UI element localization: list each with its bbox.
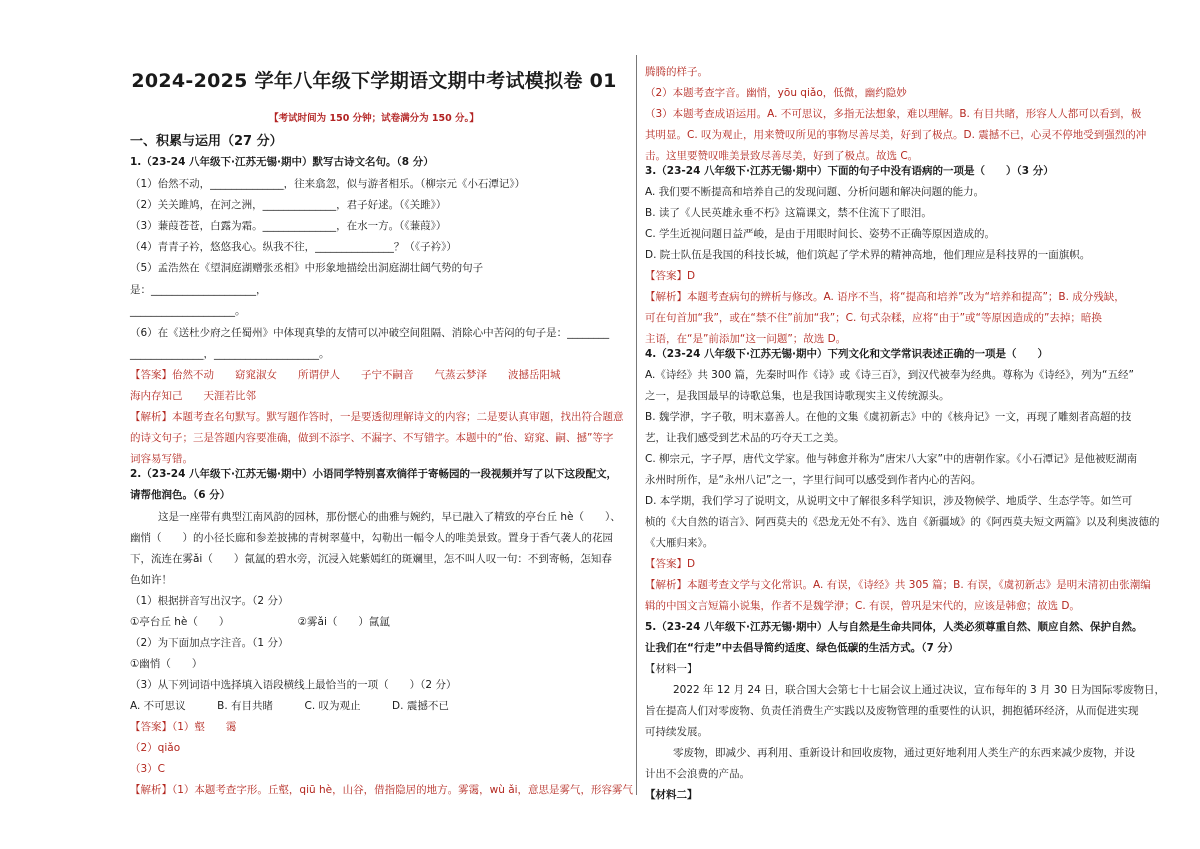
right-text-line: B. 魏学洢，字子敬，明末嘉善人。在他的文集《虞初新志》中的《核舟记》一文，再现了雕刻者高超的技	[645, 411, 1132, 423]
right-text-line: 4.（23-24 八年级下·江苏无锡·期中）下列文化和文学常识表述正确的一项是（ ）	[645, 348, 1049, 360]
left-text-line: 【答案】佁然不动 窈窕淑女 所谓伊人 子宁不嗣音 气蒸云梦泽 波撼岳阳城	[130, 369, 561, 381]
right-text-line: 【答案】D	[645, 270, 696, 282]
right-text-line: 可持续发展。	[645, 726, 708, 738]
right-text-line: 【材料一】	[645, 663, 698, 675]
left-text-line: 是：____________________，	[130, 284, 267, 296]
section-heading: 一、积累与运用（27 分）	[130, 134, 283, 149]
right-text-line: 3.（23-24 八年级下·江苏无锡·期中）下面的句子中没有语病的一项是（ ）（3 分）	[645, 165, 1054, 177]
left-text-line: 【解析】（1）本题考查字形。丘壑，qiū hè，山谷，借指隐居的地方。雾霭，wù ǎi，意思是雾气，形容雾气	[130, 784, 634, 796]
right-text-line: （3）本题考查成语运用。A. 不可思议，多指无法想象，难以理解。B. 有目共睹，形容人人都可以看到，极	[645, 108, 1142, 120]
left-text-line: 【答案】（1）壑 霭	[130, 721, 237, 733]
left-text-line: ____________________。	[130, 305, 246, 317]
right-text-line: A. 我们要不断提高和培养自己的发现问题、分析问题和解决问题的能力。	[645, 186, 985, 198]
right-text-line: 【答案】D	[645, 558, 696, 570]
left-text-line: （2）关关雎鸠，在河之洲，______________，君子好逑。（《关雎》）	[130, 199, 447, 211]
right-text-line: 计出不会浪费的产品。	[645, 768, 750, 780]
left-text-line: 这是一座带有典型江南风韵的园林，那份惬心的曲雅与婉约，早已融入了精致的亭台丘 hè（ ）、	[158, 511, 621, 523]
left-text-line: （5）孟浩然在《望洞庭湖赠张丞相》中形象地描绘出洞庭湖壮阔气势的句子	[130, 262, 484, 274]
right-text-line: 【解析】本题考查文学与文化常识。A. 有误，《诗经》共 305 篇；B. 有误，《虞初新志》是明末清初由张潮编	[645, 579, 1151, 591]
right-text-line: 5.（23-24 八年级下·江苏无锡·期中）人与自然是生命共同体，人类必须尊重自然、顺应自然、保护自然。	[645, 621, 1143, 633]
left-text-line: （3）蒹葭苍苍，白露为霜。______________，在水一方。（《蒹葭》）	[130, 220, 447, 232]
left-text-line: 1.（23-24 八年级下·江苏无锡·期中）默写古诗文名句。（8 分）	[130, 156, 434, 168]
right-text-line: 零废物，即减少、再利用、重新设计和回收废物，通过更好地利用人类生产的东西来减少废物，并设	[673, 747, 1135, 759]
right-text-line: 腾腾的样子。	[645, 66, 708, 78]
left-text-line: 的诗文句子；三是答题内容要准确，做到不添字、不漏字、不写错字。本题中的“佁、窈窕、嗣、撼”等字	[130, 432, 614, 444]
page-title: 2024-2025 学年八年级下学期语文期中考试模拟卷 01	[131, 70, 617, 92]
right-text-line: C. 柳宗元，字子厚，唐代文学家。他与韩愈并称为“唐宋八大家”中的唐朝作家。《小石潭记》是他被贬湖南	[645, 453, 1138, 465]
right-text-line: 桢的《大自然的语言》、阿西莫夫的《恐龙无处不有》、选自《新疆域》的《阿西莫夫短文两篇》以及利奥波德的	[645, 516, 1160, 528]
left-text-line: 色如许！	[130, 574, 172, 586]
right-text-line: 2022 年 12 月 24 日，联合国大会第七十七届会议上通过决议，宣布每年的 3 月 30 日为国际零废物日，	[673, 684, 1166, 696]
left-text-line: （2）为下面加点字注音。（1 分）	[130, 637, 289, 649]
left-text-line: 【解析】本题考查名句默写。默写题作答时，一是要透彻理解诗文的内容；二是要认真审题，找出符合题意	[130, 411, 624, 423]
right-text-line: D. 本学期，我们学习了说明文，从说明文中了解很多科学知识，涉及物候学、地质学、生态学等。如竺可	[645, 495, 1133, 507]
left-text-line: （4）青青子衿，悠悠我心。纵我不往，_______________？（《子衿》）	[130, 241, 457, 253]
right-text-line: 《大雁归来》。	[645, 537, 714, 549]
right-text-line: 之一，是我国最早的诗歌总集，也是我国诗歌现实主义传统源头。	[645, 390, 950, 402]
left-text-line: 下，流连在雾ǎi（ ）氤氲的碧水旁，沉浸入姹紫嫣红的斑斓里，怎不叫人叹一句：不到寄畅，怎知春	[130, 553, 612, 565]
right-text-line: 【材料二】	[645, 789, 698, 801]
column-divider	[636, 55, 637, 795]
right-text-line: 【解析】本题考查病句的辨析与修改。A. 语序不当，将“提高和培养”改为“培养和提高”；B. 成分残缺，	[645, 291, 1125, 303]
right-text-line: 旨在提高人们对零废物、负责任消费生产实践以及废物管理的重要性的认识，拥抱循环经济，从而促进实现	[645, 705, 1139, 717]
left-text-line: 海内存知己 天涯若比邻	[130, 390, 256, 402]
right-text-line: 击。这里要赞叹唯美景致尽善尽美，好到了极点。故选 C。	[645, 150, 919, 162]
left-text-line: （6）在《送杜少府之任蜀州》中体现真挚的友情可以冲破空间阻隔、消除心中苦闷的句子是：________	[130, 327, 610, 339]
right-text-line: （2）本题考查字音。幽悄，yōu qiǎo，低微，幽约隐妙	[645, 87, 907, 99]
right-text-line: C. 学生近视问题日益严峻，是由于用眼时间长、姿势不正确等原因造成的。	[645, 228, 996, 240]
right-text-line: D. 院士队伍是我国的科技长城，他们筑起了学术界的精神高地，他们理应是科技界的一面旗帜。	[645, 249, 1091, 261]
left-text-line: （3）C	[130, 763, 166, 775]
right-text-line: A.《诗经》共 300 篇，先秦时叫作《诗》或《诗三百》，到汉代被奉为经典。尊称为《诗经》，列为“五经”	[645, 369, 1134, 381]
left-text-line: ①幽悄（ ）	[130, 658, 203, 670]
exam-info: 【考试时间为 150 分钟；试卷满分为 150 分。】	[269, 113, 479, 124]
left-text-line: A. 不可思议 B. 有目共睹 C. 叹为观止 D. 震撼不已	[130, 700, 449, 712]
right-text-line: 辑的中国文言短篇小说集，作者不是魏学洢；C. 有误，曾巩是宋代的，应该是韩愈；故选 D。	[645, 600, 1080, 612]
left-text-line: 词容易写错。	[130, 453, 193, 465]
left-text-line: ①亭台丘 hè（ ） ②雾ǎi（ ）氤氲	[130, 616, 390, 628]
right-text-line: 艺，让我们感受到艺术品的巧夺天工之美。	[645, 432, 845, 444]
left-text-line: 幽悄（ ）的小径长廊和参差披拂的青树翠蔓中，勾勒出一幅令人的唯美景致。置身于香气袭人的花园	[130, 532, 613, 544]
right-text-line: 其明显。C. 叹为观止，用来赞叹所见的事物尽善尽美，好到了极点。D. 震撼不已，心灵不停地受到强烈的冲	[645, 129, 1147, 141]
left-text-line: （3）从下列词语中选择填入语段横线上最恰当的一项（ ）（2 分）	[130, 679, 457, 691]
left-text-line: ______________，____________________。	[130, 348, 330, 360]
left-text-line: 请帮他润色。（6 分）	[130, 489, 231, 501]
left-text-line: （2）qiǎo	[130, 742, 181, 754]
left-text-line: （1）根据拼音写出汉字。（2 分）	[130, 595, 289, 607]
left-text-line: 2.（23-24 八年级下·江苏无锡·期中）小语同学特别喜欢徜徉于寄畅园的一段视频并写了以下这段配文，	[130, 468, 618, 480]
left-text-line: （1）佁然不动，______________，往来翕忽，似与游者相乐。（柳宗元《小石潭记》）	[130, 178, 526, 190]
right-text-line: 永州时所作，是“永州八记”之一，字里行间可以感受到作者内心的苦闷。	[645, 474, 982, 486]
right-text-line: 让我们在“行走”中去倡导简约适度、绿色低碳的生活方式。（7 分）	[645, 642, 959, 654]
right-text-line: B. 读了《人民英雄永垂不朽》这篇课文，禁不住流下了眼泪。	[645, 207, 932, 219]
right-text-line: 主语，在“是”前添加“这一问题”；故选 D。	[645, 333, 847, 345]
right-text-line: 可在句首加“我”，或在“禁不住”前加“我”；C. 句式杂糅，应将“由于”或“等原因造成的”去掉；暗换	[645, 312, 1102, 324]
